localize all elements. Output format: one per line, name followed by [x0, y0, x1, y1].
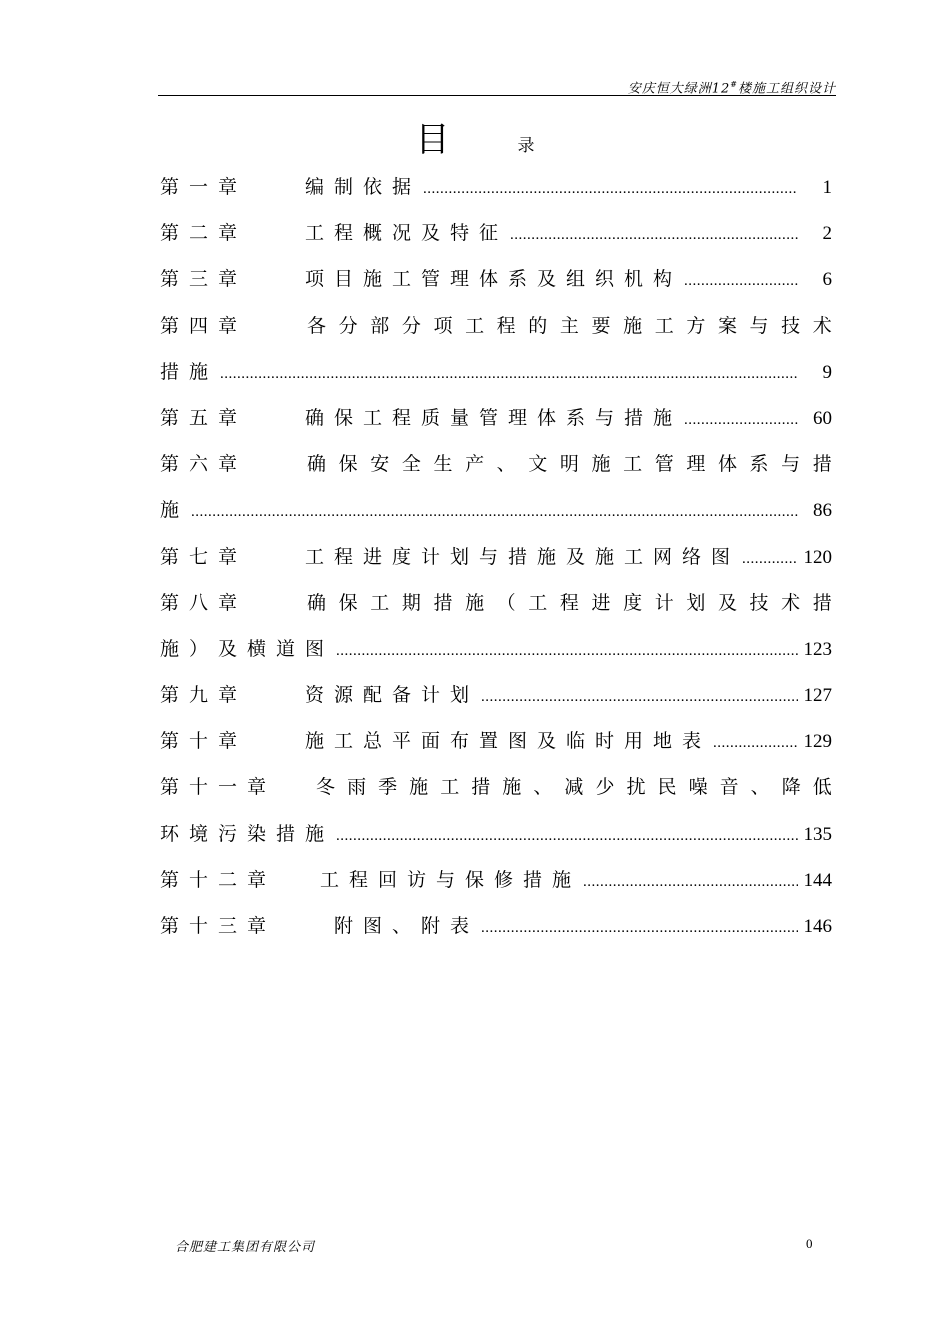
toc-entry-title: 工程进度计划与措施及施工网络图	[305, 545, 741, 568]
toc-entry	[160, 903, 832, 949]
toc-entry	[160, 764, 832, 810]
page-header	[158, 76, 836, 96]
toc-leader-dots	[481, 905, 797, 951]
toc-leader-dots	[742, 536, 797, 582]
toc-chapter-label: 第十三章	[160, 915, 277, 937]
toc-chapter-label: 第七章	[160, 545, 248, 568]
toc-page-number: 1	[822, 177, 832, 198]
toc-entry	[160, 672, 832, 718]
toc-entry-title: 确 保 工 期 措 施 （ 工 程 进 度 计 划 及 技 术 措	[307, 591, 832, 614]
toc-entry-title: 附图、附表	[334, 915, 480, 937]
toc-entry	[160, 210, 832, 256]
toc-entry-continuation	[160, 811, 832, 857]
toc-page-number: 120	[803, 546, 832, 568]
toc-leader-dots	[481, 674, 797, 720]
toc-page-number: 135	[803, 823, 832, 845]
toc-leader-dots	[713, 720, 797, 766]
toc-entry-title-cont: 环境污染措施	[160, 822, 335, 845]
toc-leader-dots	[423, 166, 798, 212]
toc-page-number: 9	[822, 361, 832, 383]
toc-chapter-label: 第五章	[160, 406, 248, 429]
toc-entry-title: 工程回访与保修措施	[320, 868, 582, 891]
header-title: 安庆恒大绿洲12#楼施工组织设计	[627, 80, 836, 97]
toc-page-number: 144	[803, 869, 832, 891]
toc-entry	[160, 580, 832, 626]
toc-entry-title: 确 保 安 全 生 产 、 文 明 施 工 管 理 体 系 与 措	[307, 453, 832, 476]
toc-leader-dots	[684, 258, 798, 304]
toc-page-number: 2	[822, 223, 832, 245]
toc-entry-title: 编制依据	[305, 176, 422, 198]
toc-entry-title: 冬 雨 季 施 工 措 施 、 减 少 扰 民 噪 音 、 降 低	[316, 776, 832, 799]
toc-leader-dots	[684, 397, 798, 443]
toc-entry	[160, 164, 832, 210]
toc-chapter-label: 第十二章	[160, 868, 277, 891]
toc-chapter-label: 第十章	[160, 730, 248, 753]
toc-page-number: 127	[803, 685, 832, 707]
toc-chapter-label: 第二章	[160, 222, 248, 245]
toc-entry-continuation	[160, 487, 832, 533]
toc-title-secondary: 录	[517, 136, 535, 156]
toc-page-number: 6	[822, 269, 832, 291]
toc-leader-dots	[220, 351, 798, 397]
toc-leader-dots	[336, 628, 797, 674]
toc-entry	[160, 395, 832, 441]
toc-chapter-label: 第九章	[160, 684, 248, 707]
toc-entry-title: 各 分 部 分 项 工 程 的 主 要 施 工 方 案 与 技 术	[307, 314, 832, 337]
toc-chapter-label: 第八章	[160, 591, 248, 614]
toc-leader-dots	[510, 212, 798, 258]
toc-entry-title: 确保工程质量管理体系与措施	[305, 406, 683, 429]
toc-entry-title: 项目施工管理体系及组织机构	[305, 268, 683, 291]
toc-entry-title: 施工总平面布置图及临时用地表	[305, 730, 712, 753]
table-of-contents	[160, 164, 832, 949]
toc-leader-dots	[336, 813, 797, 859]
toc-entry-title: 工程概况及特征	[305, 222, 509, 245]
toc-chapter-label: 第一章	[160, 176, 248, 198]
toc-entry-title: 资源配备计划	[305, 684, 480, 707]
toc-chapter-label: 第四章	[160, 314, 248, 337]
toc-leader-dots	[191, 489, 798, 535]
footer-page-number: 0	[806, 1236, 813, 1251]
toc-entry-continuation	[160, 349, 832, 395]
toc-page-number: 129	[803, 731, 832, 753]
toc-title	[0, 118, 950, 168]
toc-entry	[160, 718, 832, 764]
toc-entry	[160, 857, 832, 903]
toc-page-number: 123	[803, 638, 832, 660]
toc-entry	[160, 256, 832, 302]
footer-company: 合肥建工集团有限公司	[175, 1240, 316, 1255]
toc-entry-title-cont: 施	[160, 499, 190, 522]
toc-chapter-label: 第十一章	[160, 776, 277, 799]
toc-entry-title-cont: 措施	[160, 360, 219, 383]
toc-entry-continuation	[160, 626, 832, 672]
toc-chapter-label: 第三章	[160, 268, 248, 291]
toc-page-number: 86	[813, 500, 832, 522]
toc-chapter-label: 第六章	[160, 453, 248, 476]
toc-leader-dots	[583, 859, 797, 905]
toc-entry	[160, 534, 832, 580]
toc-page-number: 146	[803, 916, 832, 937]
toc-entry-title-cont: 施）及横道图	[160, 637, 335, 660]
toc-title-main: 目	[415, 120, 452, 160]
toc-page-number: 60	[813, 407, 832, 429]
toc-entry	[160, 303, 832, 349]
toc-entry	[160, 441, 832, 487]
